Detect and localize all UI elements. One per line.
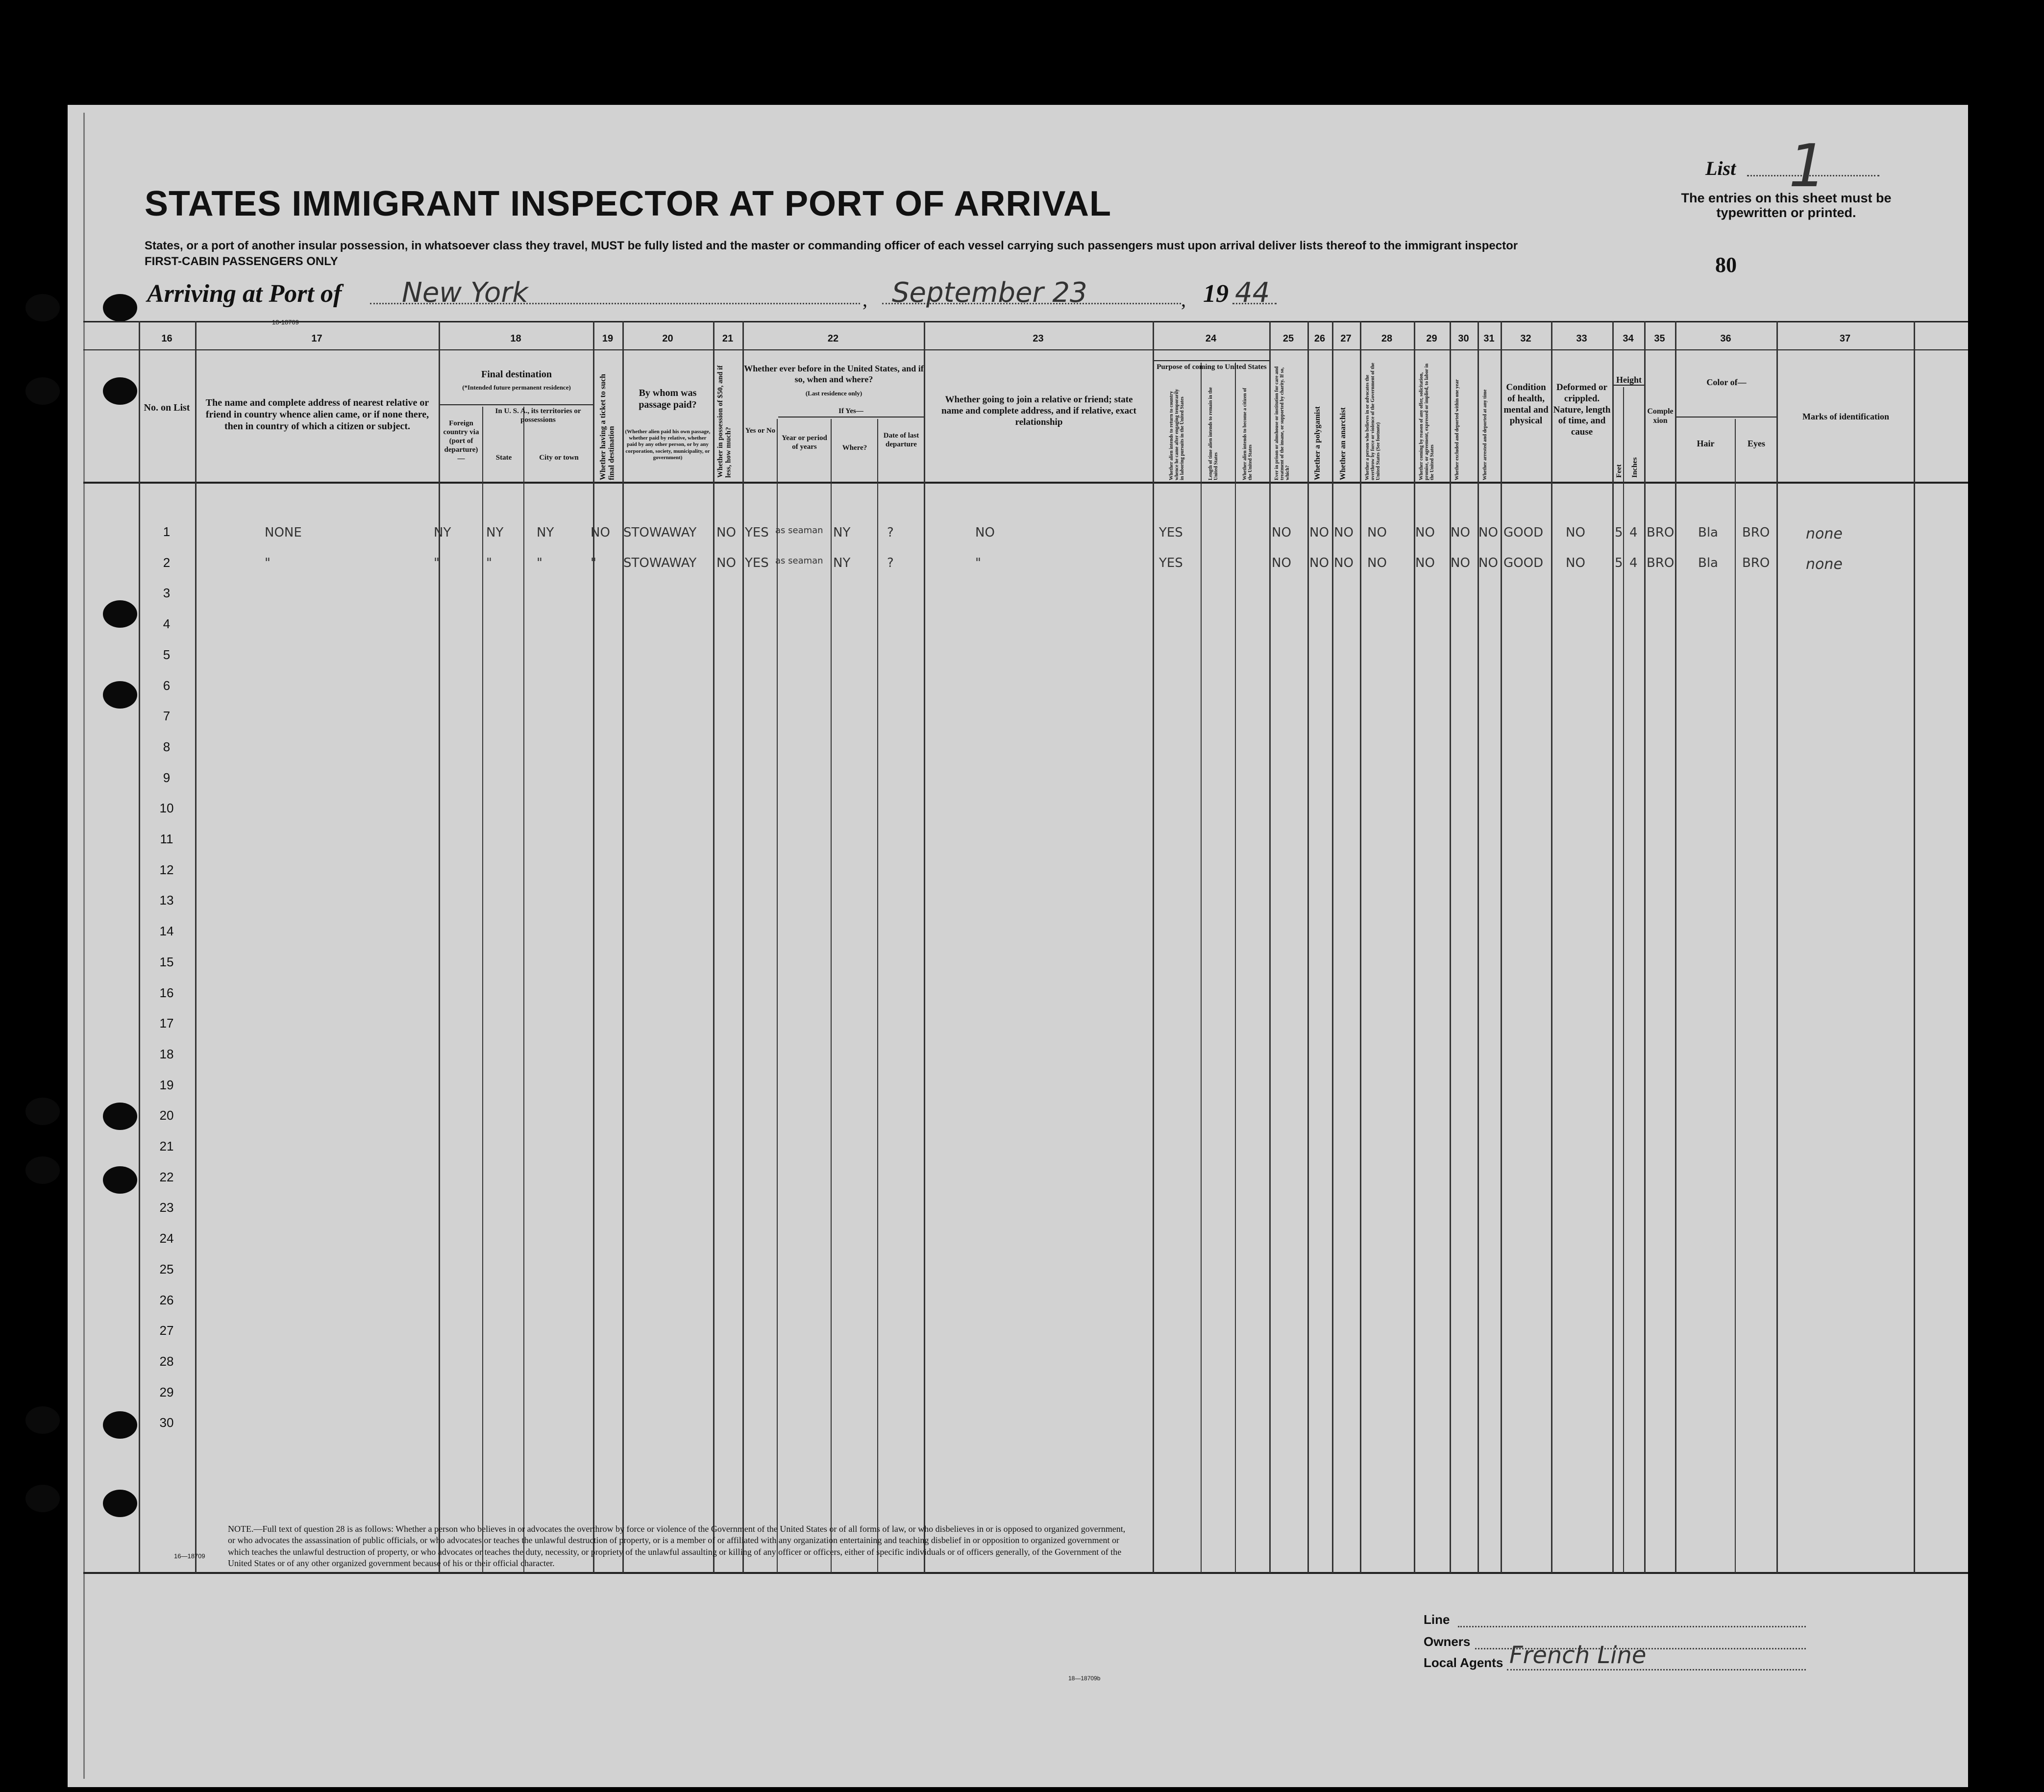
- excluded-cell: NO: [1451, 525, 1470, 540]
- header-state: State: [495, 454, 512, 462]
- labor-offer-cell: NO: [1415, 525, 1435, 540]
- eyes-cell: BRO: [1742, 556, 1770, 570]
- punch-hole: [103, 1490, 137, 1517]
- passage-paid-cell: STOWAWAY: [623, 525, 697, 540]
- col-num-33: 33: [1576, 333, 1587, 344]
- col-rule: [439, 321, 440, 1573]
- city-cell: NY: [537, 525, 554, 540]
- years-cell: as seaman: [775, 525, 823, 536]
- header-in-usa: In U. S. A., its territories or possessions: [495, 407, 581, 424]
- header-eyes: Eyes: [1748, 439, 1765, 448]
- punch-hole: [103, 1103, 137, 1130]
- col-rule: [1478, 321, 1479, 1573]
- punch-hole: [25, 1156, 60, 1184]
- line-label: Line: [1424, 1612, 1450, 1627]
- row-number: 5: [163, 647, 171, 662]
- col-num-26: 26: [1314, 333, 1326, 344]
- ever-before-cell: YES: [745, 525, 769, 540]
- header-purpose-return: Whether alien intends to return to country whence he came after engaging temporarily in laboring pursuits in the United States: [1169, 389, 1185, 480]
- header-feet: Feet: [1615, 464, 1623, 478]
- row-number: 11: [160, 832, 173, 846]
- col-num-21: 21: [722, 333, 734, 344]
- hair-cell: Bla: [1698, 556, 1718, 570]
- header-ticket: Whether having a ticket to such final destination: [599, 373, 616, 480]
- col-rule: [713, 321, 714, 1573]
- departure-date-cell: ?: [887, 525, 894, 540]
- col-rule: [1776, 321, 1778, 1573]
- header-by-whom-sub: (Whether alien paid his own passage, whether paid by relative, whether paid by any other person, or by any corporation, society, municipality, or government): [625, 429, 711, 461]
- header-year: Year or period of years: [782, 434, 827, 451]
- header-no-on-list: No. on List: [144, 402, 190, 413]
- col-rule: [593, 321, 594, 1573]
- header-nearest-relative: The name and complete address of nearest relative or friend in country whence alien came, or if none there, then in country of which a citizen or subject.: [205, 397, 429, 432]
- col-num-20: 20: [662, 333, 673, 344]
- year-prefix: 19: [1203, 280, 1229, 308]
- height-feet-cell: 5: [1615, 556, 1623, 570]
- header-health: Condition of health, mental and physical: [1503, 382, 1549, 426]
- cabin-class: FIRST-CABIN PASSENGERS ONLY: [145, 255, 338, 268]
- col-num-32: 32: [1520, 333, 1531, 344]
- row-number: 13: [159, 893, 174, 908]
- row-number: 22: [159, 1169, 174, 1184]
- port-value: New York: [402, 277, 528, 309]
- col-rule: [1414, 321, 1415, 1573]
- header-city: City or town: [539, 454, 579, 462]
- row-number: 27: [159, 1323, 174, 1338]
- punch-hole: [103, 600, 137, 628]
- col-num-29: 29: [1426, 333, 1437, 344]
- complexion-cell: BRO: [1647, 556, 1675, 570]
- col-num-23: 23: [1033, 333, 1044, 344]
- row-number: 25: [159, 1261, 174, 1276]
- agents-field: [1507, 1669, 1806, 1670]
- header-arrested: Whether arrested and deported at any time: [1482, 389, 1488, 480]
- page-title: STATES IMMIGRANT INSPECTOR AT PORT OF ARRIVAL: [145, 184, 1111, 223]
- marks-cell: none: [1806, 525, 1843, 542]
- row-number: 30: [159, 1415, 174, 1430]
- row-number: 3: [163, 586, 171, 601]
- fifty-dollars-cell: NO: [716, 525, 736, 540]
- col-rule: [1501, 321, 1502, 1573]
- list-label: List: [1705, 157, 1736, 179]
- header-marks: Marks of identification: [1802, 412, 1889, 421]
- height-inches-cell: 4: [1629, 556, 1638, 570]
- nearest-relative-cell: NONE: [265, 525, 302, 540]
- excluded-cell: NO: [1451, 556, 1470, 570]
- col-rule: [1612, 321, 1614, 1573]
- col-num-22: 22: [827, 333, 839, 344]
- row-number: 17: [159, 1016, 174, 1031]
- punch-hole: [103, 294, 137, 321]
- going-to-join-cell: ": [975, 556, 981, 570]
- col-rule: [777, 419, 778, 1573]
- col-num-24: 24: [1205, 333, 1217, 344]
- form-number-footer: 18—18709b: [1068, 1675, 1101, 1682]
- purpose-cell: YES: [1159, 556, 1183, 570]
- col-rule: [139, 321, 140, 1573]
- header-deformed: Deformed or crippled. Nature, length of time, and cause: [1553, 382, 1611, 438]
- sub-rule: [1154, 360, 1269, 361]
- row-number: 6: [163, 678, 171, 693]
- col-rule: [1450, 321, 1451, 1573]
- where-cell: NY: [833, 556, 851, 570]
- col-num-19: 19: [602, 333, 614, 344]
- row-number: 16: [159, 985, 174, 1000]
- col-num-34: 34: [1623, 333, 1634, 344]
- height-feet-cell: 5: [1615, 525, 1623, 540]
- header-height: Height: [1616, 375, 1642, 385]
- punch-hole: [25, 1406, 60, 1434]
- header-inches: Inches: [1631, 457, 1639, 478]
- col-num-28: 28: [1381, 333, 1393, 344]
- col-num-17: 17: [311, 333, 322, 344]
- prison-cell: NO: [1272, 525, 1291, 540]
- health-cell: GOOD: [1503, 556, 1544, 570]
- col-rule: [1735, 419, 1736, 1573]
- row-number: 15: [159, 954, 174, 969]
- header-prison: Ever in prison or almshouse or institution for care and treatment of the insane, or supported by charity. If so, which?: [1274, 366, 1290, 480]
- marks-cell: none: [1806, 556, 1843, 573]
- agents-signature: French Line: [1509, 1642, 1647, 1669]
- departure-date-cell: ?: [887, 556, 894, 570]
- arrested-cell: NO: [1478, 525, 1498, 540]
- where-cell: NY: [833, 525, 851, 540]
- ever-before-cell: YES: [745, 556, 769, 570]
- col-rule: [1623, 387, 1624, 1573]
- question-28-cell: NO: [1367, 556, 1387, 570]
- col-num-36: 36: [1720, 333, 1731, 344]
- question-28-cell: NO: [1367, 525, 1387, 540]
- going-to-join-cell: NO: [975, 525, 995, 540]
- row-number: 14: [159, 924, 174, 939]
- col-rule: [1307, 321, 1309, 1573]
- col-rule: [831, 419, 832, 1573]
- row-number: 18: [159, 1046, 174, 1061]
- header-ever-before: Whether ever before in the United States, and if so, when and where?: [744, 364, 924, 384]
- comma: ,: [862, 289, 867, 311]
- column-number-rule: [83, 349, 1968, 350]
- header-where: Where?: [842, 444, 867, 452]
- header-going-to-join: Whether going to join a relative or friend; state name and complete address, and if relative, exact relationship: [941, 394, 1136, 427]
- passage-paid-cell: STOWAWAY: [623, 556, 697, 570]
- header-polygamist: Whether a polygamist: [1313, 406, 1322, 480]
- col-num-18: 18: [510, 333, 521, 344]
- row-number: 10: [159, 801, 174, 816]
- col-rule: [1269, 321, 1271, 1573]
- row-number: 21: [159, 1139, 174, 1154]
- col-num-30: 30: [1458, 333, 1469, 344]
- header-ever-before-sub: (Last residence only): [805, 390, 862, 397]
- margin-line: [83, 113, 85, 1779]
- header-hair: Hair: [1697, 439, 1715, 448]
- header-yes-no: Yes or No: [745, 427, 776, 435]
- complexion-cell: BRO: [1647, 525, 1675, 540]
- eyes-cell: BRO: [1742, 525, 1770, 540]
- labor-offer-cell: NO: [1415, 556, 1435, 570]
- header-purpose-citizen: Whether alien intends to become a citizen of the United States: [1242, 388, 1253, 480]
- header-if-yes: If Yes—: [838, 407, 863, 415]
- foreign-country-cell: ": [434, 556, 440, 570]
- nearest-relative-cell: ": [265, 556, 271, 570]
- row-number: 20: [159, 1108, 174, 1123]
- punch-hole: [25, 1098, 60, 1125]
- deformed-cell: NO: [1566, 556, 1585, 570]
- state-cell: ": [486, 556, 492, 570]
- anarchist-cell: NO: [1334, 525, 1354, 540]
- row-number: 23: [159, 1200, 174, 1215]
- typewritten-note: The entries on this sheet must be typewritten or printed.: [1681, 191, 1892, 220]
- col-rule: [742, 321, 744, 1573]
- row-number: 29: [159, 1384, 174, 1399]
- col-rule: [877, 419, 878, 1573]
- col-rule: [622, 321, 624, 1573]
- row-number: 4: [163, 616, 171, 632]
- height-inches-cell: 4: [1629, 525, 1638, 540]
- punch-hole: [103, 377, 137, 405]
- row-number: 2: [163, 555, 171, 570]
- row-number: 7: [163, 709, 171, 724]
- header-anarchist: Whether an anarchist: [1339, 407, 1347, 480]
- purpose-cell: YES: [1159, 525, 1183, 540]
- header-final-destination: Final destination: [481, 369, 552, 380]
- arriving-label: Arriving at Port of: [147, 280, 342, 308]
- punch-hole: [103, 1166, 137, 1194]
- header-question-28: Whether a person who believes in or advocates the overthrow by force or violence of the Government of the United States (See footnote): [1365, 363, 1381, 480]
- arrested-cell: NO: [1478, 556, 1498, 570]
- row-number: 19: [159, 1077, 174, 1092]
- form-number-bottom: 16—18709: [174, 1552, 205, 1560]
- col-rule: [1644, 321, 1646, 1573]
- year-value: 44: [1235, 277, 1270, 309]
- punch-hole: [25, 1485, 60, 1512]
- col-rule: [1360, 321, 1361, 1573]
- ticket-cell: NO: [591, 525, 610, 540]
- table-top-rule: [83, 321, 1968, 322]
- comma: ,: [1181, 289, 1186, 311]
- row-number: 12: [159, 862, 174, 877]
- col-rule: [523, 407, 524, 1573]
- foreign-country-cell: NY: [434, 525, 451, 540]
- line-field: [1458, 1626, 1806, 1627]
- agents-label: Local Agents: [1424, 1655, 1503, 1670]
- years-cell: as seaman: [775, 556, 823, 566]
- sub-rule: [440, 404, 593, 405]
- header-date-departure: Date of last departure: [883, 432, 919, 448]
- anarchist-cell: NO: [1334, 556, 1354, 570]
- year-line: [1232, 303, 1277, 304]
- col-num-37: 37: [1839, 333, 1851, 344]
- fifty-dollars-cell: NO: [716, 556, 736, 570]
- punch-hole: [25, 377, 60, 405]
- polygamist-cell: NO: [1309, 556, 1329, 570]
- state-cell: NY: [486, 525, 504, 540]
- list-value: 1: [1789, 132, 1826, 200]
- notice-line: States, or a port of another insular possession, in whatsoever class they travel, MUST be fully listed and the master or commanding officer of each vessel carrying such passengers must upon arrival deliver lists thereof to the immigrant inspector: [145, 239, 1518, 252]
- row-number: 26: [159, 1292, 174, 1307]
- owners-label: Owners: [1424, 1634, 1471, 1649]
- header-complexion: Complexion: [1647, 407, 1674, 425]
- date-value: September 23: [892, 277, 1087, 309]
- col-rule: [195, 321, 197, 1573]
- row-number: 24: [159, 1231, 174, 1246]
- hair-cell: Bla: [1698, 525, 1718, 540]
- col-rule: [482, 407, 483, 1573]
- col-rule: [1551, 321, 1552, 1573]
- punch-hole: [103, 1411, 137, 1439]
- col-num-31: 31: [1483, 333, 1495, 344]
- header-excluded: Whether excluded and deported within one year: [1454, 379, 1460, 480]
- header-purpose: Purpose of coming to United States: [1157, 363, 1267, 371]
- col-rule: [1201, 363, 1202, 1573]
- col-num-16: 16: [161, 333, 172, 344]
- col-num-35: 35: [1654, 333, 1665, 344]
- ticket-cell: ": [591, 556, 596, 570]
- health-cell: GOOD: [1503, 525, 1544, 540]
- punch-hole: [103, 681, 137, 709]
- header-labor-offer: Whether coming by reason of any offer, solicitation, promise, or agreement, expressed or implied, to labor in the United States: [1419, 363, 1435, 480]
- page-number: 80: [1715, 253, 1737, 277]
- col-rule: [1914, 321, 1915, 1573]
- polygamist-cell: NO: [1309, 525, 1329, 540]
- header-purpose-length: Length of time alien intends to remain in the United States: [1208, 387, 1219, 480]
- header-final-destination-sub: (*Intended future permanent residence): [462, 384, 571, 391]
- col-rule: [1235, 363, 1236, 1573]
- prison-cell: NO: [1272, 556, 1291, 570]
- punch-hole: [25, 294, 60, 321]
- table-bottom-rule: [83, 1572, 1968, 1574]
- header-fifty-dollars: Whether in possession of $50, and if less, how much?: [716, 365, 733, 478]
- col-rule: [1675, 321, 1676, 1573]
- header-bottom-rule: [83, 482, 1968, 484]
- col-rule: [924, 321, 925, 1573]
- row-number: 28: [159, 1353, 174, 1369]
- row-number: 8: [163, 739, 171, 754]
- row-number: 9: [163, 770, 171, 785]
- row-number: 1: [163, 524, 171, 539]
- footnote: NOTE.—Full text of question 28 is as follows: Whether a person who believes in or advocates the overthrow by force or violence of the Government of the United States or of all forms of law, or who disbelieves in or is opposed to organized government, or who advocates the assassination of public officials, or who advocates or teaches the unlawful destruction of property, or is a member of or affiliated with any organization entertaining and teaching disbelief in or opposition to organized government or which teaches the unlawful destruction of property, or who advocates or teaches the duty, necessity, or propriety of the unlawful assaulting or killing of any officer or officers, either of specific individuals or of officers generally, of the Government of the United States or of any other organized government because of his or their official character.: [228, 1524, 1126, 1569]
- col-rule: [1153, 321, 1154, 1573]
- header-by-whom: By whom was passage paid?: [639, 388, 697, 410]
- header-foreign-country: Foreign country via (port of departure)—: [443, 419, 479, 463]
- col-num-25: 25: [1282, 333, 1294, 344]
- header-color-of: Color of—: [1706, 377, 1747, 387]
- col-num-27: 27: [1340, 333, 1352, 344]
- city-cell: ": [537, 556, 542, 570]
- col-rule: [1332, 321, 1333, 1573]
- deformed-cell: NO: [1566, 525, 1585, 540]
